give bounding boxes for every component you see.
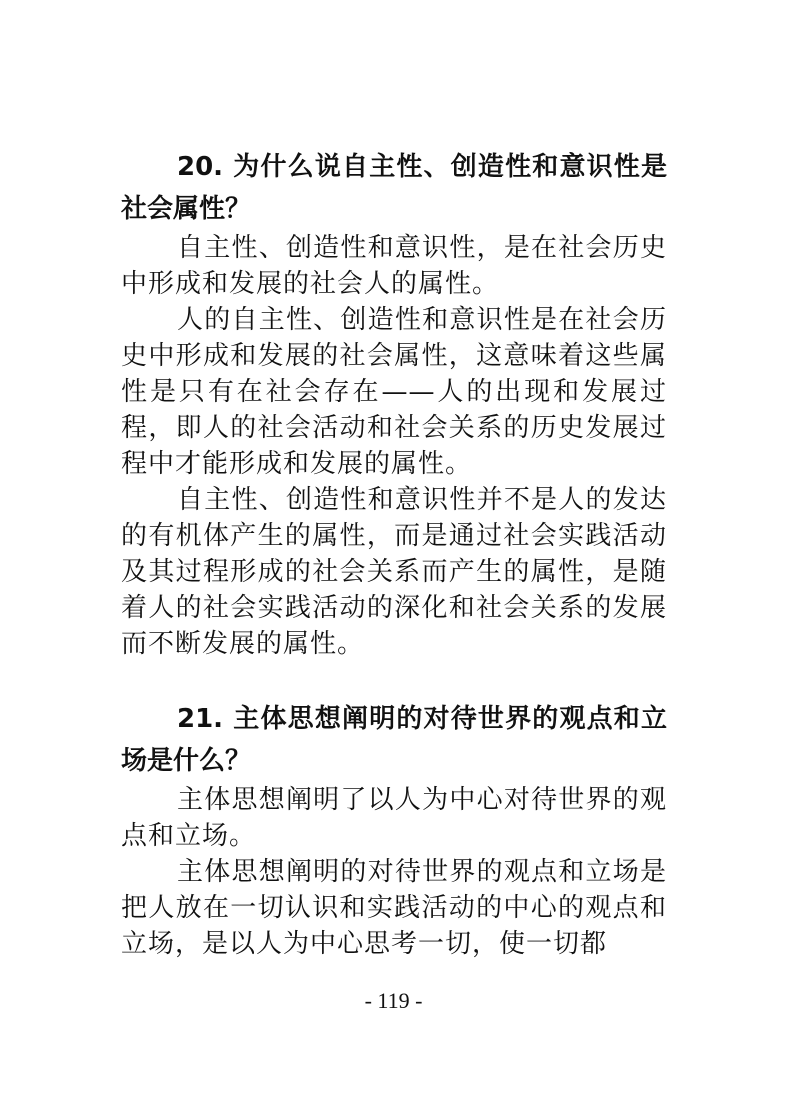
question-heading-21: 21. 主体思想阐明的对待世界的观点和立场是什么？ [121,704,667,776]
answer-paragraph: 自主性、创造性和意识性并不是人的发达的有机体产生的属性，而是通过社会实践活动及其过程形成的社会关系而产生的属性，是随着人的社会实践活动的深化和社会关系的发展而不断发展的属性。 [121,485,667,659]
section-21 [121,698,667,962]
answer-paragraph: 自主性、创造性和意识性，是在社会历史中形成和发展的社会人的属性。 [121,233,667,299]
document-page [121,146,667,962]
answer-paragraph: 主体思想阐明了以人为中心对待世界的观点和立场。 [121,785,667,851]
question-heading-20: 20. 为什么说自主性、创造性和意识性是社会属性？ [121,152,667,224]
answer-paragraph: 主体思想阐明的对待世界的观点和立场是把人放在一切认识和实践活动的中心的观点和立场，是以人为中心思考一切，使一切都 [121,857,667,959]
answer-paragraph: 人的自主性、创造性和意识性是在社会历史中形成和发展的社会属性，这意味着这些属性是只有在社会存在——人的出现和发展过程，即人的社会活动和社会关系的历史发展过程中才能形成和发展的属性。 [121,305,667,479]
section-divider-space [121,662,667,698]
page-number: - 119 - [364,988,423,1013]
section-20 [121,146,667,662]
